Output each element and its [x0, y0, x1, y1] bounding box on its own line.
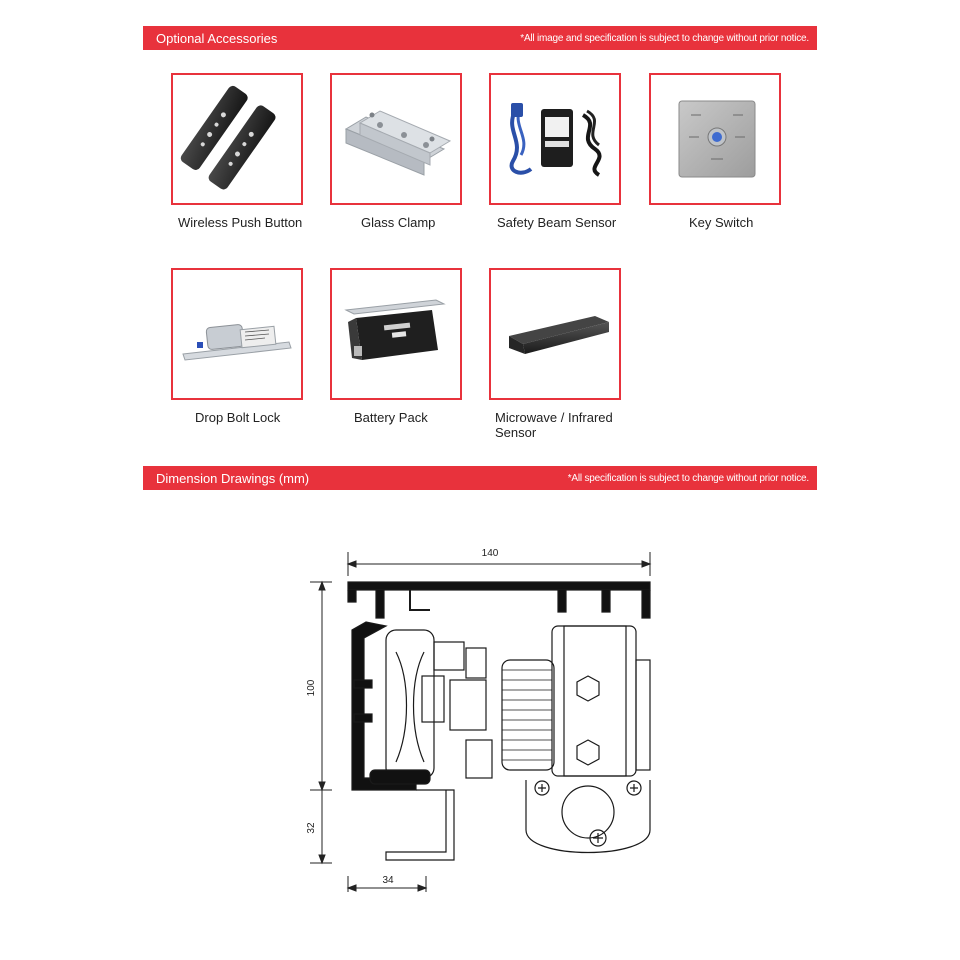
- accessory-label: Key Switch: [689, 215, 754, 230]
- dimension-drawing: [290, 530, 670, 900]
- accessory-card-drop-bolt-lock: [171, 268, 303, 400]
- dimension-height-label: 100: [306, 679, 317, 697]
- dimension-bracket-height-label: 32: [306, 822, 317, 834]
- accessory-card-wireless-push-button: [171, 73, 303, 205]
- accessories-header-bar: [143, 26, 817, 50]
- dimension-bracket-width-label: 34: [382, 875, 394, 886]
- accessory-card-microwave-infrared-sensor: [489, 268, 621, 400]
- accessory-label: Microwave / Infrared Sensor: [495, 410, 613, 440]
- accessory-label: Wireless Push Button: [178, 215, 303, 230]
- microwave-infrared-sensor-image: [491, 270, 619, 398]
- drop-bolt-lock-image: [173, 270, 301, 398]
- dimension-labels: [306, 548, 499, 886]
- operator-cross-section-drawing: [290, 530, 670, 900]
- accessory-label: Safety Beam Sensor: [497, 215, 617, 230]
- accessory-card-battery-pack: [330, 268, 462, 400]
- dimension-title: Dimension Drawings (mm): [156, 470, 310, 486]
- dimension-width-label: 140: [481, 548, 499, 559]
- accessories-disclaimer: *All image and specification is subject to change without prior notice.: [520, 32, 809, 44]
- accessory-label: Battery Pack: [354, 410, 428, 425]
- battery-pack-image: [332, 270, 460, 398]
- accessory-label: Glass Clamp: [361, 215, 436, 230]
- safety-beam-sensor-image: [491, 75, 619, 203]
- accessory-card-key-switch: [649, 73, 781, 205]
- glass-clamp-image: [332, 75, 460, 203]
- accessory-card-glass-clamp: [330, 73, 462, 205]
- accessory-card-safety-beam-sensor: [489, 73, 621, 205]
- wireless-push-button-image: [173, 75, 301, 203]
- dimension-disclaimer: *All specification is subject to change without prior notice.: [567, 472, 809, 484]
- key-switch-image: [651, 75, 779, 203]
- accessory-label: Drop Bolt Lock: [195, 410, 281, 425]
- accessories-title: Optional Accessories: [156, 30, 278, 46]
- dimension-header-bar: [143, 466, 817, 490]
